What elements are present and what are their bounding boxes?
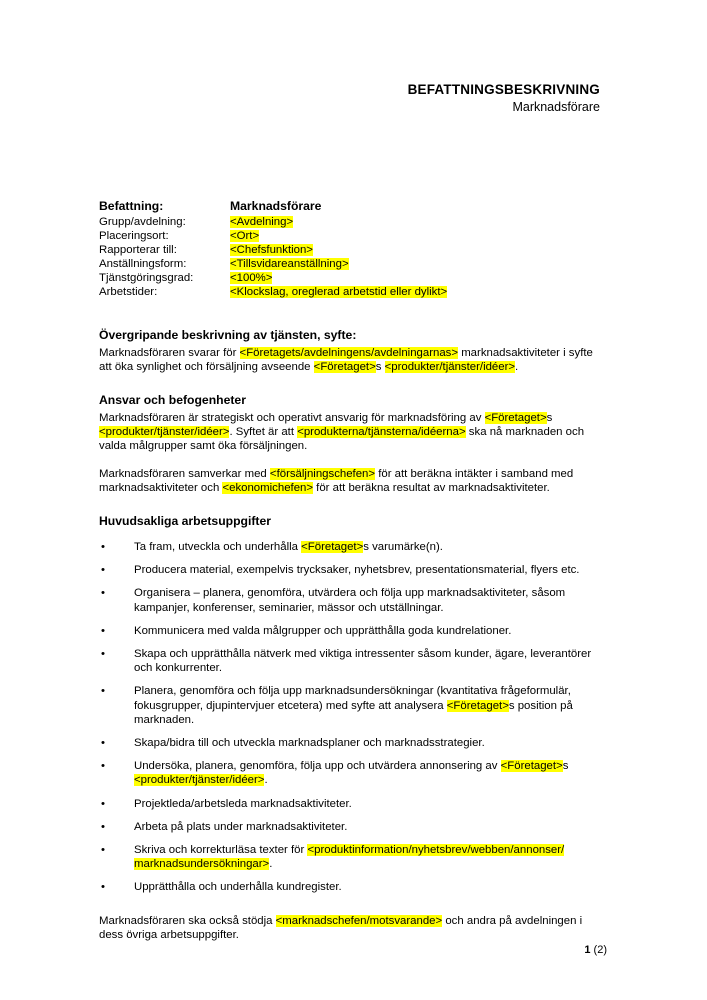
overview-paragraph bbox=[99, 346, 603, 374]
resp-b-text-2: för att beräkna intäkter i samband med marknadsaktiviteter och bbox=[99, 467, 574, 494]
info-row-label: Rapporterar till: bbox=[99, 244, 177, 257]
task-placeholder: <produktinformation/nyhetsbrev/webben/annonser/ marknadsundersökningar> bbox=[134, 844, 565, 871]
overview-placeholder-3: <produkter/tjänster/idéer> bbox=[384, 360, 516, 373]
task-list-item bbox=[99, 880, 603, 894]
overview-placeholder-1: <Företagets/avdelningens/avdelningarnas> bbox=[239, 346, 459, 359]
info-row-value bbox=[230, 243, 447, 257]
resp-a-text-4: ska nå marknaden och valda målgrupper samt öka försäljningen. bbox=[99, 426, 585, 453]
info-row-value-placeholder: <100%> bbox=[230, 272, 273, 285]
task-text: Ta fram, utveckla och underhålla bbox=[134, 540, 302, 553]
footer-page-total: (2) bbox=[590, 944, 607, 956]
task-text: s position på marknaden. bbox=[134, 699, 573, 726]
info-row-value bbox=[230, 285, 447, 299]
task-list-item bbox=[99, 684, 603, 727]
task-placeholder: <produkter/tjänster/idéer> bbox=[134, 774, 265, 787]
resp-a-placeholder-3: <produkterna/tjänsterna/idéerna> bbox=[297, 426, 466, 439]
task-list-item bbox=[99, 759, 603, 787]
task-text: s varumärke(n). bbox=[363, 540, 443, 553]
task-text: Projektleda/arbetsleda marknadsaktiviteter. bbox=[134, 797, 352, 810]
info-row-value-placeholder: <Avdelning> bbox=[230, 216, 294, 228]
info-row-value bbox=[230, 215, 447, 229]
task-list-item bbox=[99, 820, 603, 834]
info-row-label: Tjänstgöringsgrad: bbox=[99, 272, 194, 285]
resp-a-placeholder-1: <Företaget> bbox=[484, 411, 547, 424]
info-row-value bbox=[230, 229, 447, 243]
resp-a-text-2: s bbox=[546, 411, 553, 424]
page-title: BEFATTNINGSBESKRIVNING bbox=[407, 82, 600, 97]
task-list-item bbox=[99, 843, 603, 871]
document-header bbox=[99, 82, 600, 115]
bullet-icon: • bbox=[101, 624, 105, 637]
info-row-value bbox=[230, 271, 447, 285]
info-row-value-placeholder: <Ort> bbox=[230, 230, 260, 243]
closing-paragraph bbox=[99, 914, 603, 942]
task-placeholder: <Företaget> bbox=[301, 540, 364, 553]
bullet-icon: • bbox=[101, 797, 105, 810]
bullet-icon: • bbox=[101, 648, 105, 660]
task-list-item bbox=[99, 540, 603, 554]
task-list bbox=[99, 540, 603, 895]
resp-a-text-3: . Syftet är att bbox=[229, 426, 298, 439]
info-row-label: Placeringsort: bbox=[99, 230, 169, 243]
bullet-icon: • bbox=[101, 844, 105, 857]
info-row-value bbox=[230, 257, 447, 271]
position-info-table bbox=[99, 198, 447, 300]
info-row bbox=[99, 229, 447, 243]
responsibility-paragraph-1 bbox=[99, 411, 603, 454]
info-row bbox=[99, 271, 447, 285]
info-row-value-placeholder: <Chefsfunktion> bbox=[230, 244, 313, 257]
section-heading-tasks: Huvudsakliga arbetsuppgifter bbox=[99, 513, 272, 528]
section-heading-overview: Övergripande beskrivning av tjänsten, syfte: bbox=[99, 327, 357, 342]
task-text: Undersöka, planera, genomföra, följa upp och utvärdera annonsering av bbox=[134, 760, 501, 773]
info-row-label: Arbetstider: bbox=[99, 286, 158, 299]
task-list-item bbox=[99, 736, 603, 750]
bullet-icon: • bbox=[101, 737, 105, 750]
info-row-value-placeholder: <Klockslag, oreglerad arbetstid eller dylikt> bbox=[230, 286, 448, 299]
task-text: . bbox=[264, 774, 268, 787]
info-row-value-placeholder: <Tillsvidareanställning> bbox=[230, 258, 349, 271]
overview-text-1: Marknadsföraren svarar för bbox=[99, 346, 240, 359]
task-list-item bbox=[99, 797, 603, 811]
closing-text-2: och andra på avdelningen i dess övriga arbetsuppgifter. bbox=[99, 914, 583, 941]
resp-b-text-1: Marknadsföraren samverkar med bbox=[99, 467, 270, 480]
overview-text-3: s bbox=[375, 360, 385, 373]
task-placeholder: <Företaget> bbox=[500, 760, 563, 773]
overview-text-4: . bbox=[515, 360, 519, 373]
overview-text-2: marknadsaktiviteter i syfte att öka synlighet och försäljning avseende bbox=[99, 346, 593, 373]
bullet-icon: • bbox=[101, 820, 105, 833]
closing-text-1: Marknadsföraren ska också stödja bbox=[99, 914, 276, 927]
bullet-icon: • bbox=[101, 587, 105, 600]
task-text: Planera, genomföra och följa upp marknadsundersökningar (kvantitativa frågeformulär, fokusgrupper, djupintervjuer etcetera) med syfte att analysera bbox=[134, 685, 571, 712]
info-row bbox=[99, 257, 447, 271]
info-row bbox=[99, 198, 447, 215]
task-list-item bbox=[99, 563, 603, 577]
closing-placeholder-1: <marknadschefen/motsvarande> bbox=[275, 914, 443, 927]
task-text: s bbox=[562, 760, 569, 773]
task-list-item bbox=[99, 647, 603, 675]
task-text: Arbeta på plats under marknadsaktiviteter. bbox=[134, 820, 348, 833]
page-footer bbox=[584, 944, 607, 957]
task-text: Skapa och upprätthålla nätverk med viktiga intressenter såsom kunder, ägare, leverantörer och konkurrenter. bbox=[134, 648, 592, 675]
task-text: . bbox=[269, 858, 273, 871]
bullet-icon: • bbox=[101, 685, 105, 698]
task-text: Skriva och korrekturläsa texter för bbox=[134, 844, 308, 857]
resp-b-placeholder-1: <försäljningschefen> bbox=[269, 467, 376, 480]
info-row-label: Befattning: bbox=[99, 199, 164, 213]
responsibility-paragraph-2 bbox=[99, 467, 603, 495]
task-text: Upprätthålla och underhålla kundregister. bbox=[134, 881, 342, 894]
bullet-icon: • bbox=[101, 564, 105, 577]
task-placeholder: <Företaget> bbox=[446, 699, 509, 712]
section-heading-responsibility: Ansvar och befogenheter bbox=[99, 392, 246, 407]
document-body bbox=[99, 198, 603, 942]
resp-a-text-1: Marknadsföraren är strategiskt och operativt ansvarig för marknadsföring av bbox=[99, 411, 485, 424]
task-text: Skapa/bidra till och utveckla marknadsplaner och marknadsstrategier. bbox=[134, 737, 485, 750]
resp-a-placeholder-2: <produkter/tjänster/idéer> bbox=[99, 426, 230, 439]
task-text: Kommunicera med valda målgrupper och upprätthålla goda kundrelationer. bbox=[134, 624, 512, 637]
overview-placeholder-2: <Företaget> bbox=[313, 360, 376, 373]
info-row-label: Grupp/avdelning: bbox=[99, 216, 186, 228]
info-row-label: Anställningsform: bbox=[99, 258, 187, 271]
resp-b-text-3: för att beräkna resultat av marknadsaktiviteter. bbox=[313, 481, 550, 494]
info-row-value: Marknadsförare bbox=[230, 199, 322, 213]
resp-b-placeholder-2: <ekonomichefen> bbox=[222, 481, 314, 494]
task-list-item bbox=[99, 586, 603, 614]
bullet-icon: • bbox=[101, 540, 105, 553]
task-list-item bbox=[99, 624, 603, 638]
info-row bbox=[99, 243, 447, 257]
info-row bbox=[99, 215, 447, 229]
task-text: Organisera – planera, genomföra, utvärdera och följa upp marknadsaktiviteter, såsom kampanjer, konferenser, seminarier, mässor och utställningar. bbox=[134, 587, 566, 614]
info-row bbox=[99, 285, 447, 299]
task-text: Producera material, exempelvis trycksaker, nyhetsbrev, presentationsmaterial, flyers etc. bbox=[134, 564, 580, 577]
bullet-icon: • bbox=[101, 881, 105, 894]
page-subtitle: Marknadsförare bbox=[512, 100, 600, 114]
bullet-icon: • bbox=[101, 760, 105, 773]
footer-page-number: 1 bbox=[584, 944, 591, 956]
